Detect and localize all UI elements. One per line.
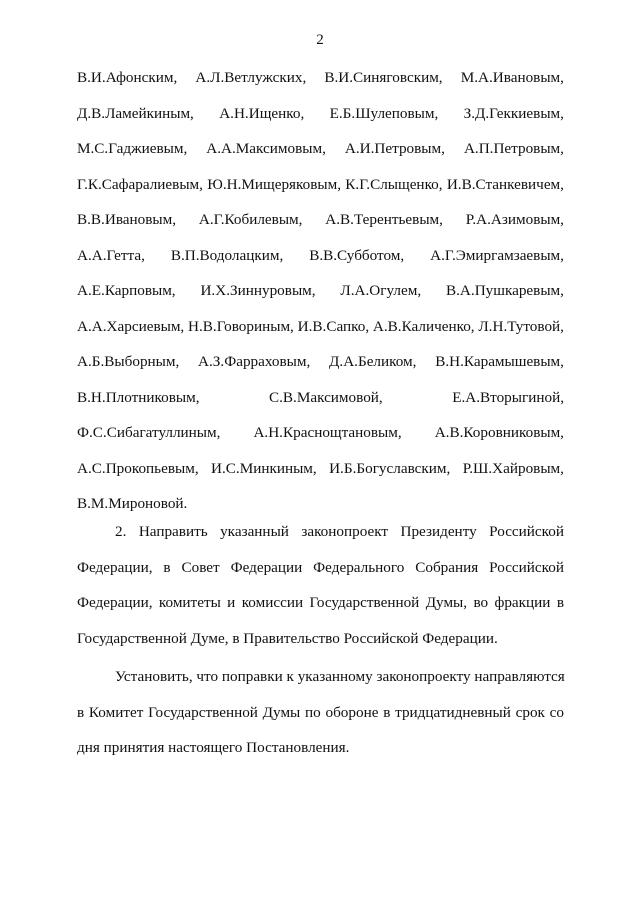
person-name: А.Г.Кобилевым, — [198, 211, 303, 228]
person-name: А.Н.Ищенко, — [219, 104, 305, 122]
person-name: В.А.Пушкаревым, — [446, 282, 564, 299]
paragraph-line: Установить, что поправки к указанному законопроекту направляются — [115, 668, 565, 685]
person-name: А.Н.Краснощтановым, — [253, 424, 402, 441]
name-line — [77, 208, 564, 244]
person-name: А.Л.Ветлужских, — [195, 69, 307, 86]
person-name: А.Г.Эмиргамзаевым, — [430, 246, 564, 264]
person-name: В.И.Афонским, — [77, 69, 178, 86]
person-name: И.В.Станкевичем, — [446, 175, 564, 193]
name-line — [77, 102, 564, 138]
signatories-list — [77, 66, 564, 528]
paragraph-amendments — [77, 659, 564, 766]
person-name: В.В.Субботом, — [309, 246, 405, 264]
person-name: А.И.Петровым, — [344, 140, 445, 157]
name-line — [77, 173, 564, 209]
person-name: Н.В.Говориным, — [188, 317, 294, 335]
person-name: В.В.Ивановым, — [77, 211, 177, 228]
paragraph-line: Федерации, комитеты и комиссии Государственной Думы, во фракции в — [77, 594, 564, 611]
person-name: Р.Ш.Хайровым, — [462, 459, 564, 477]
person-name: А.А.Харсиевым, — [77, 317, 185, 335]
person-name: Г.К.Сафаралиевым, — [77, 175, 203, 193]
person-name: И.С.Минкиным, — [211, 459, 317, 477]
person-name: И.Х.Зиннуровым, — [200, 282, 316, 299]
paragraph-line: 2. Направить указанный законопроект Президенту Российской — [115, 523, 564, 540]
person-name: А.В.Коровниковым, — [434, 424, 564, 441]
person-name: З.Д.Геккиевым, — [463, 104, 564, 122]
person-name: М.А.Ивановым, — [460, 69, 564, 86]
person-name: А.А.Максимовым, — [206, 140, 326, 157]
person-name: В.М.Мироновой. — [77, 495, 188, 512]
person-name: А.В.Каличенко, — [372, 317, 475, 335]
paragraph-send-bill — [77, 514, 564, 656]
name-line — [77, 279, 564, 315]
paragraph-line: Федерации, в Совет Федерации Федерального Собрания Российской — [77, 558, 564, 576]
person-name: Р.А.Азимовым, — [465, 211, 564, 228]
page-number: 2 — [316, 32, 324, 48]
name-line — [77, 350, 564, 386]
person-name: С.В.Максимовой, — [268, 388, 383, 406]
person-name: А.Е.Карповым, — [77, 282, 176, 299]
person-name: В.И.Синяговским, — [324, 69, 443, 86]
name-line — [77, 66, 564, 102]
person-name: А.П.Петровым, — [463, 140, 564, 157]
name-line — [77, 421, 564, 457]
person-name: В.Н.Плотниковым, — [77, 388, 200, 406]
name-line — [77, 244, 564, 280]
name-line — [77, 457, 564, 493]
person-name: Ф.С.Сибагатуллиным, — [77, 424, 221, 441]
person-name: В.П.Водолацким, — [170, 246, 284, 264]
person-name: В.Н.Карамышевым, — [435, 353, 564, 370]
person-name: И.В.Сапко, — [297, 317, 370, 335]
person-name: Л.Н.Тутовой, — [478, 317, 564, 335]
paragraph-line: в Комитет Государственной Думы по обороне в тридцатидневный срок со — [77, 703, 564, 721]
person-name: А.Б.Выборным, — [77, 353, 180, 370]
person-name: А.С.Прокопьевым, — [77, 459, 199, 477]
person-name: Д.В.Ламейкиным, — [77, 104, 194, 122]
paragraph-line: дня принятия настоящего Постановления. — [77, 739, 350, 756]
name-line — [77, 386, 564, 422]
person-name: А.З.Фарраховым, — [198, 353, 311, 370]
person-name: Л.А.Огулем, — [340, 282, 422, 299]
person-name: Д.А.Беликом, — [329, 353, 417, 370]
person-name: И.Б.Богуславским, — [329, 459, 451, 477]
person-name: Е.А.Вторыгиной, — [452, 388, 564, 406]
name-line — [77, 137, 564, 173]
person-name: Е.Б.Шулеповым, — [329, 104, 439, 122]
paragraph-line: Государственной Думе, в Правительство Российской Федерации. — [77, 629, 498, 647]
person-name: М.С.Гаджиевым, — [77, 140, 188, 157]
person-name: А.А.Гетта, — [77, 246, 145, 264]
person-name: Ю.Н.Мищеряковым, — [207, 175, 342, 193]
person-name: А.В.Терентьевым, — [325, 211, 443, 228]
person-name: К.Г.Слыщенко, — [345, 175, 443, 193]
name-line — [77, 315, 564, 351]
